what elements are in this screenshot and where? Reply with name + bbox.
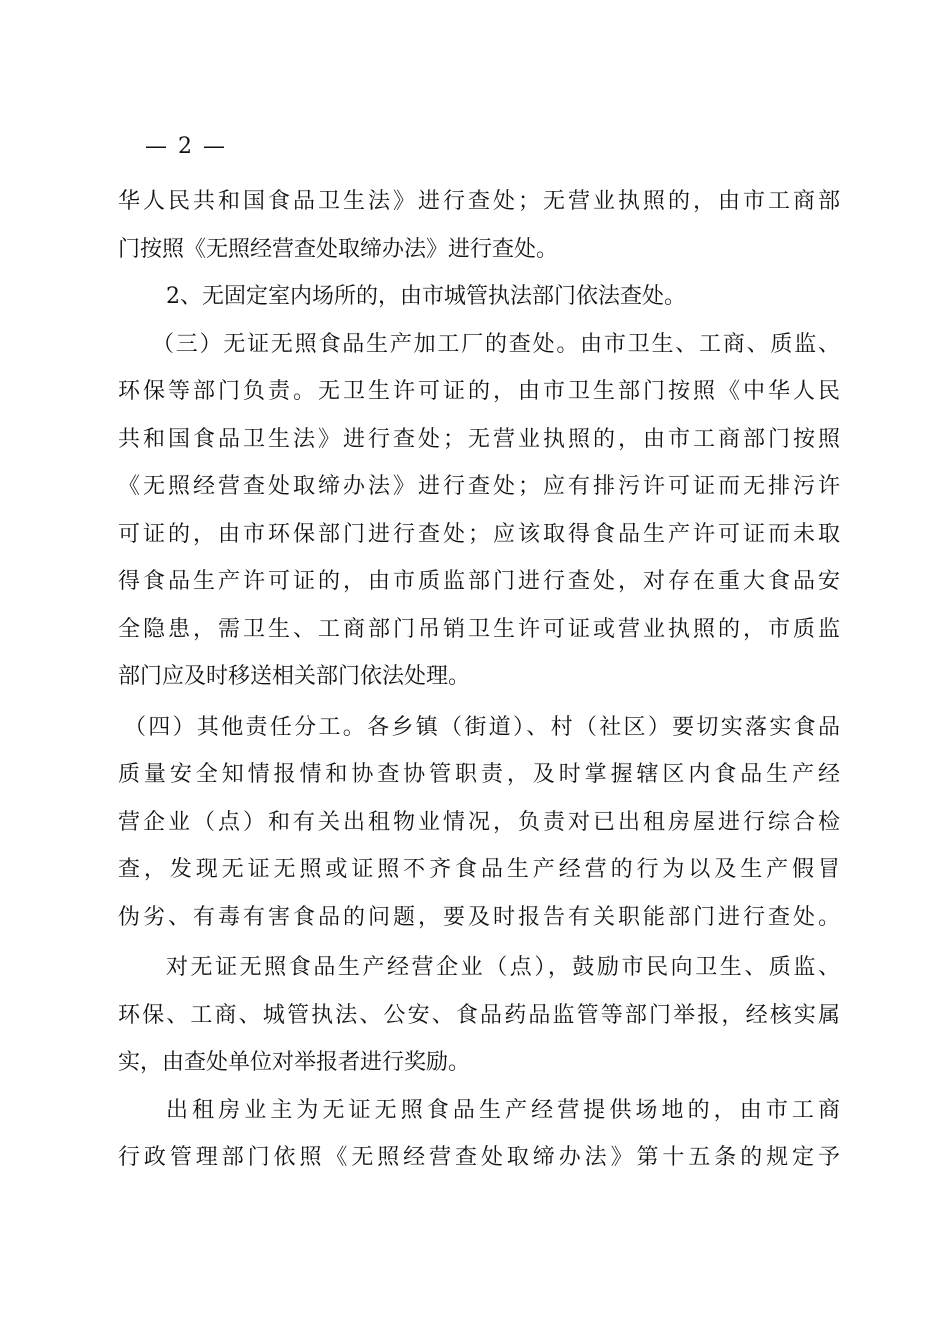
text-line: 环保等部门负责。无卫生许可证的，由市卫生部门按照《中华人民 (118, 379, 840, 404)
text-line: 全隐患，需卫生、工商部门吊销卫生许可证或营业执照的，市质监 (118, 616, 840, 642)
text-line: 门按照《无照经营查处取缔办法》进行查处。 (118, 236, 559, 262)
text-line: 对无证无照食品生产经营企业（点），鼓励市民向卫生、质监、 (166, 955, 840, 980)
text-line: 出租房业主为无证无照食品生产经营提供场地的，由市工商 (166, 1097, 840, 1123)
text-line: 伪劣、有毒有害食品的问题，要及时报告有关职能部门进行查处。 (118, 904, 840, 930)
text-line: 环保、工商、城管执法、公安、食品药品监管等部门举报，经核实属 (118, 1002, 840, 1028)
document-body (118, 178, 840, 1182)
text-line: 得食品生产许可证的，由市质监部门进行查处，对存在重大食品安 (118, 569, 840, 594)
text-line: 可证的，由市环保部门进行查处；应该取得食品生产许可证而未取 (118, 521, 840, 547)
text-line: （四）其他责任分工。各乡镇（街道）、村（社区）要切实落实食品 (124, 714, 840, 740)
text-line: 部门应及时移送相关部门依法处理。 (118, 664, 471, 689)
text-line: 行政管理部门依照《无照经营查处取缔办法》第十五条的规定予 (118, 1145, 840, 1170)
text-line: 共和国食品卫生法》进行查处；无营业执照的，由市工商部门按照 (118, 426, 840, 452)
page-number: — 2 — (145, 134, 227, 159)
text-line: （三）无证无照食品生产加工厂的查处。由市卫生、工商、质监、 (152, 331, 840, 357)
text-line: 2、无固定室内场所的，由市城管执法部门依法查处。 (166, 284, 686, 309)
text-line: 营企业（点）和有关出租物业情况，负责对已出租房屋进行综合检 (118, 809, 840, 835)
text-line: 华人民共和国食品卫生法》进行查处；无营业执照的，由市工商部 (118, 189, 840, 214)
text-line: 查，发现无证无照或证照不齐食品生产经营的行为以及生产假冒 (118, 857, 840, 882)
text-line: 质量安全知情报情和协查协管职责，及时掌握辖区内食品生产经 (118, 762, 840, 787)
text-line: 实，由查处单位对举报者进行奖励。 (118, 1050, 471, 1075)
text-line: 《无照经营查处取缔办法》进行查处；应有排污许可证而无排污许 (118, 474, 840, 499)
